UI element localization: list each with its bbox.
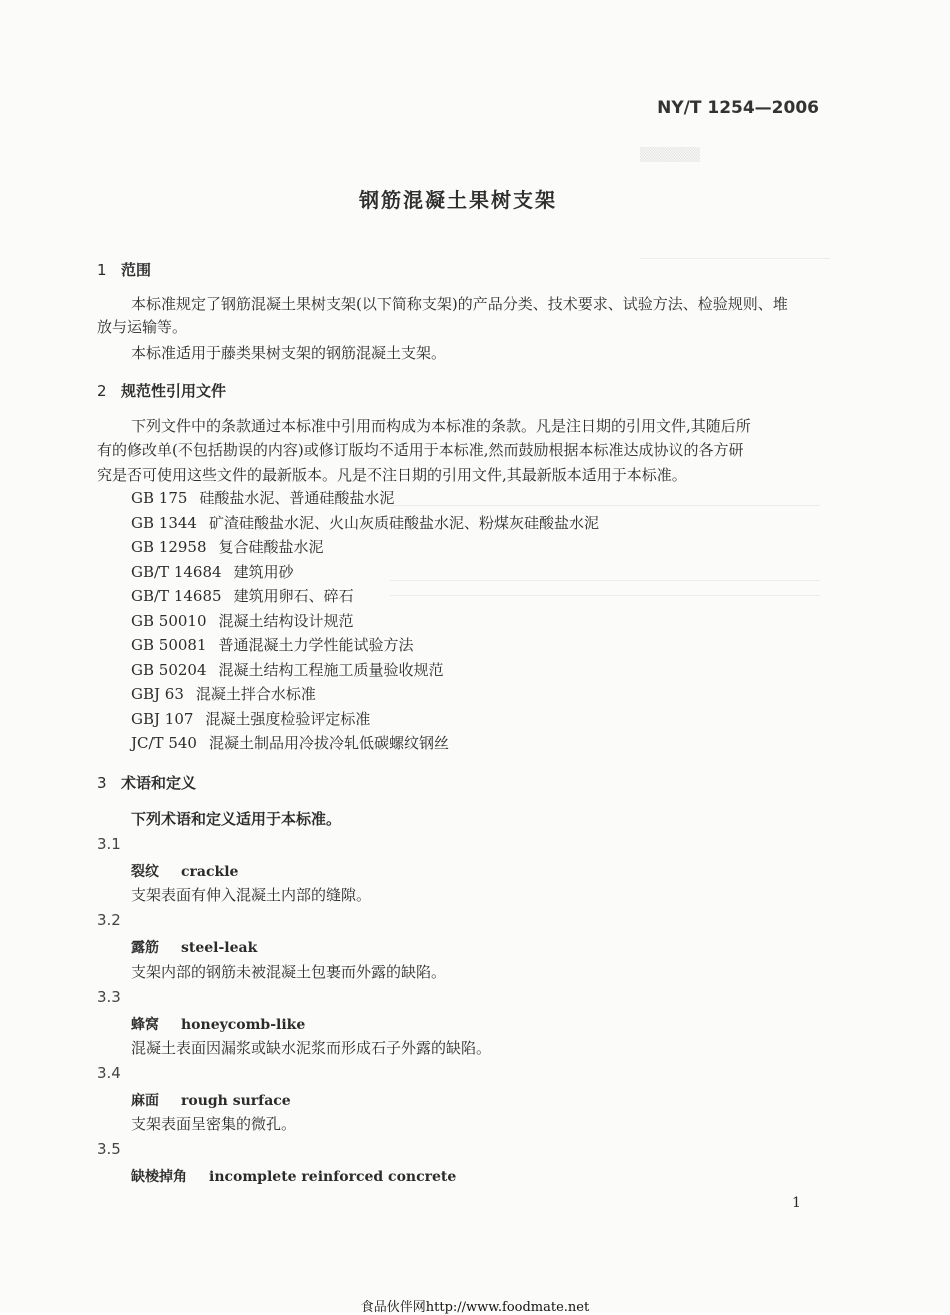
- scope-para2: 本标准适用于藤类果树支架的钢筋混凝土支架。: [131, 344, 447, 362]
- reference-item: GB/T 14685 建筑用卵石、碎石: [131, 587, 354, 605]
- term-title: 蜂窝 honeycomb-like: [131, 1017, 306, 1033]
- term-title: 缺棱掉角 incomplete reinforced concrete: [131, 1169, 457, 1185]
- term-number: 3.1: [97, 835, 121, 853]
- reference-item: GBJ 107 混凝土强度检验评定标准: [131, 709, 371, 728]
- term-number: 3.2: [97, 911, 121, 929]
- term-number: 3.3: [97, 988, 121, 1006]
- reference-item: GB 12958 复合硅酸盐水泥: [131, 538, 324, 556]
- reference-item: GB 50204 混凝土结构工程施工质量验收规范: [131, 660, 444, 679]
- section-number: 2: [97, 382, 107, 400]
- term-definition: 混凝土表面因漏浆或缺水泥浆而形成石子外露的缺陷。: [131, 1039, 492, 1057]
- reference-item: GB 50010 混凝土结构设计规范: [131, 611, 354, 630]
- term-title: 裂纹 crackle: [131, 864, 239, 880]
- scope-para1-line2: 放与运输等。: [97, 318, 188, 336]
- references-intro-line2: 有的修改单(不包括勘误的内容)或修订版均不适用于本标准,然而鼓励根据本标准达成协议的各方研: [97, 441, 744, 459]
- term-definition: 支架表面有伸入混凝土内部的缝隙。: [131, 886, 372, 904]
- reference-list: [131, 487, 599, 757]
- term-title: 露筋 steel-leak: [131, 940, 258, 956]
- scope-para1-line1: 本标准规定了钢筋混凝土果树支架(以下简称支架)的产品分类、技术要求、试验方法、检验规则、堆: [131, 295, 788, 313]
- reference-item: GB 175 硅酸盐水泥、普通硅酸盐水泥: [131, 489, 395, 507]
- term-title: 麻面 rough surface: [131, 1093, 291, 1109]
- reference-item: GBJ 63 混凝土拌合水标准: [131, 685, 316, 703]
- term-number: 3.5: [97, 1140, 121, 1158]
- terms-intro: 下列术语和定义适用于本标准。: [131, 810, 342, 828]
- reference-item: JC/T 540 混凝土制品用冷拔冷轧低碳螺纹钢丝: [131, 734, 449, 752]
- section-number: 3: [97, 774, 107, 792]
- reference-item: GB/T 14684 建筑用砂: [131, 562, 294, 581]
- reference-item: GB 50081 普通混凝土力学性能试验方法: [131, 636, 414, 654]
- section-number: 1: [97, 261, 107, 279]
- section-1-heading: [97, 259, 151, 280]
- section-3-heading: [97, 772, 196, 793]
- section-title: 规范性引用文件: [121, 382, 227, 400]
- term-definition: 支架表面呈密集的微孔。: [131, 1115, 297, 1133]
- reference-item: GB 1344 矿渣硅酸盐水泥、火山灰质硅酸盐水泥、粉煤灰硅酸盐水泥: [131, 513, 599, 532]
- standard-code: NY/T 1254—2006: [657, 98, 819, 118]
- section-title: 术语和定义: [121, 774, 197, 792]
- term-number: 3.4: [97, 1064, 121, 1082]
- section-2-heading: [97, 380, 226, 401]
- references-intro-line3: 究是否可使用这些文件的最新版本。凡是不注日期的引用文件,其最新版本适用于本标准。: [97, 466, 687, 484]
- term-definition: 支架内部的钢筋未被混凝土包裹而外露的缺陷。: [131, 963, 447, 981]
- bleed-through: ▒▒▒▒▒▒: [640, 148, 700, 163]
- page-number: 1: [792, 1195, 801, 1211]
- document-title: 钢筋混凝土果树支架: [359, 188, 557, 212]
- footer-watermark: 食品伙伴网http://www.foodmate.net: [360, 1300, 590, 1315]
- section-title: 范围: [121, 261, 152, 279]
- references-intro-line1: 下列文件中的条款通过本标准中引用而构成为本标准的条款。凡是注日期的引用文件,其随后所: [131, 417, 751, 435]
